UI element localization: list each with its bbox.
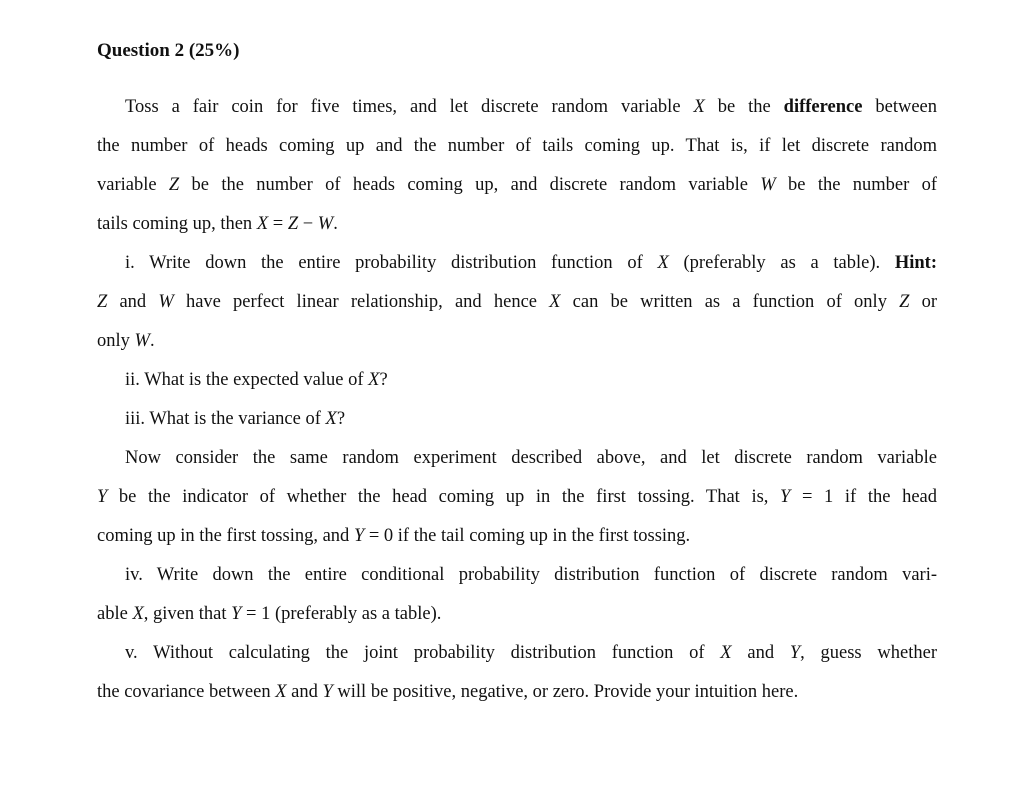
text-segment: be the indicator of whether the head coming up in the first tossing. That is, — [107, 487, 781, 507]
text-segment: be the number of — [775, 175, 937, 195]
text-segment: v. Without calculating the joint probability distribution function of — [125, 643, 721, 663]
text-line — [97, 517, 937, 556]
bold-text: Hint: — [894, 253, 937, 273]
text-segment: = 1 if the head — [790, 487, 937, 507]
math-variable: Z — [97, 292, 108, 312]
math-variable: X — [693, 97, 705, 117]
text-segment: have perfect linear relationship, and hence — [173, 292, 550, 312]
text-segment: between — [862, 97, 937, 117]
math-variable: Y — [353, 526, 365, 546]
text-segment: = 1 (preferably as a table). — [241, 604, 442, 624]
text-segment: tails coming up, then — [97, 214, 257, 234]
text-segment: i. Write down the entire probability distribution function of — [125, 253, 658, 273]
text-line — [97, 205, 937, 244]
math-variable: Y — [780, 487, 791, 507]
text-segment: and — [286, 682, 323, 702]
math-variable: Y — [231, 604, 242, 624]
text-segment: Toss a fair coin for five times, and let discrete random variable — [125, 97, 694, 117]
math-variable: X — [256, 214, 269, 234]
question-body — [97, 88, 937, 712]
text-segment: ? — [379, 370, 388, 390]
text-line — [97, 322, 937, 361]
math-variable: X — [325, 409, 337, 429]
math-variable: Y — [789, 643, 801, 663]
text-segment: iv. Write down the entire conditional probability distribution function of discrete random vari- — [125, 565, 937, 585]
text-segment: only — [97, 331, 135, 351]
text-segment: − — [298, 214, 318, 234]
text-line — [97, 283, 937, 322]
math-variable: X — [720, 643, 732, 663]
text-segment: the covariance between — [97, 682, 276, 702]
math-variable: X — [275, 682, 287, 702]
math-variable: W — [760, 175, 776, 195]
math-variable: W — [317, 214, 334, 234]
math-variable: Z — [287, 214, 299, 234]
text-segment: Now consider the same random experiment described above, and let discrete random variable — [125, 448, 937, 468]
text-line — [97, 361, 937, 400]
bold-text: difference — [783, 97, 863, 117]
text-segment: and — [107, 292, 159, 312]
text-line — [97, 673, 937, 712]
math-variable: W — [134, 331, 150, 351]
math-variable: Z — [168, 175, 180, 195]
text-line — [97, 166, 937, 205]
text-line — [97, 595, 937, 634]
text-segment: , given that — [143, 604, 232, 624]
text-line — [97, 439, 937, 478]
text-segment: coming up in the first tossing, and — [97, 526, 354, 546]
math-variable: X — [368, 370, 380, 390]
text-line — [97, 478, 937, 517]
text-segment: will be positive, negative, or zero. Provide your intuition here. — [332, 682, 799, 702]
text-line — [97, 127, 937, 166]
text-segment: = — [268, 214, 288, 234]
text-segment: iii. What is the variance of — [125, 409, 326, 429]
math-variable: X — [132, 604, 144, 624]
text-segment: able — [97, 604, 133, 624]
text-line — [97, 244, 937, 283]
text-line — [97, 556, 937, 595]
text-segment: be the — [704, 97, 784, 117]
text-line — [97, 400, 937, 439]
text-segment: be the number of heads coming up, and discrete random variable — [179, 175, 761, 195]
math-variable: Y — [322, 682, 333, 702]
text-segment: . — [333, 214, 338, 234]
text-segment: . — [149, 331, 155, 351]
text-line — [97, 634, 937, 673]
math-variable: X — [549, 292, 561, 312]
text-segment: variable — [97, 175, 169, 195]
text-segment: , guess whether — [800, 643, 937, 663]
text-segment: (preferably as a table). — [668, 253, 895, 273]
text-segment: = 0 if the tail coming up in the first tossing. — [364, 526, 691, 546]
math-variable: X — [657, 253, 669, 273]
math-variable: W — [158, 292, 174, 312]
text-segment: ? — [336, 409, 346, 429]
text-segment: the number of heads coming up and the number of tails coming up. That is, if let discrete random — [97, 136, 937, 156]
text-segment: and — [731, 643, 790, 663]
math-variable: Z — [899, 292, 910, 312]
text-segment: or — [909, 292, 937, 312]
text-line — [97, 88, 937, 127]
text-segment: can be written as a function of only — [560, 292, 900, 312]
math-variable: Y — [97, 487, 108, 507]
question-title: Question 2 (25%) — [97, 40, 240, 61]
text-segment: ii. What is the expected value of — [125, 370, 369, 390]
